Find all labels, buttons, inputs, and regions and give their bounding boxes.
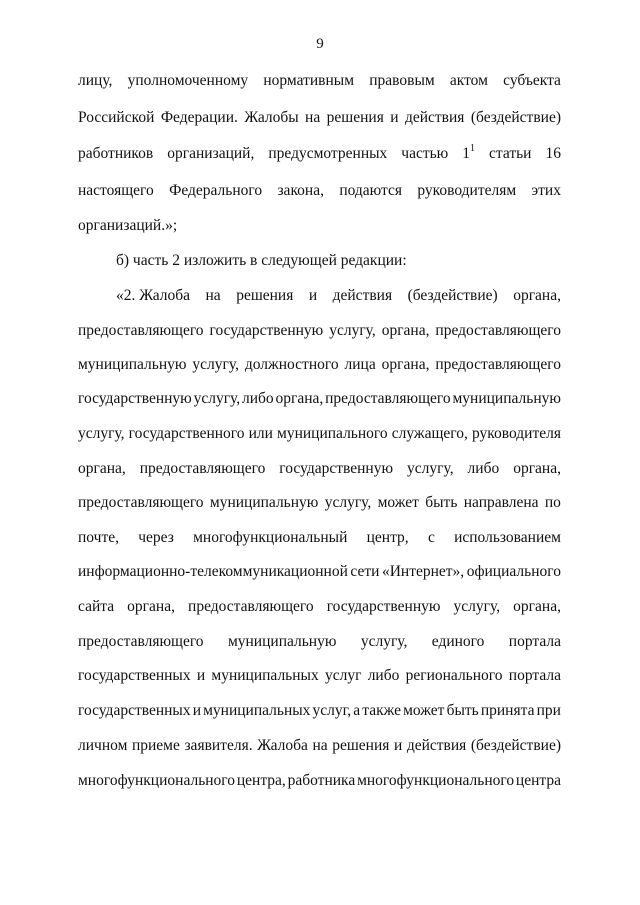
text-word: услугу,	[407, 460, 454, 477]
text-word: либо	[241, 390, 274, 407]
text-word: статьи	[489, 145, 532, 162]
text-word: государственного	[128, 425, 245, 442]
text-line	[78, 736, 561, 756]
text-word: портала	[508, 667, 561, 684]
text-word: предоставляющего	[435, 356, 561, 373]
text-word: по	[544, 494, 561, 511]
text-word: Российской	[78, 109, 155, 126]
text-word: центра,	[236, 772, 286, 789]
text-word: 16	[545, 145, 561, 162]
text-line	[78, 355, 561, 375]
text-word: уполномоченному	[127, 72, 249, 89]
text-word: единого	[431, 633, 485, 650]
text-word: либо	[367, 667, 400, 684]
text-word: услугу,	[329, 322, 376, 339]
text-word: предоставляющего	[325, 390, 451, 407]
text-line	[78, 424, 561, 444]
text-word: услуг	[324, 667, 362, 684]
text-line	[78, 216, 561, 236]
text-line	[78, 459, 561, 479]
text-word: органа,	[275, 390, 324, 407]
text-word: многофункциональный	[193, 529, 348, 546]
text-line	[78, 666, 561, 686]
text-word: почте,	[78, 529, 119, 546]
text-word: органа,	[127, 598, 175, 615]
text-word: служащего,	[391, 425, 468, 442]
text-word: и	[196, 667, 206, 684]
text-word: с	[427, 529, 435, 546]
text-word: портала	[508, 633, 561, 650]
text-word: использованием	[454, 529, 561, 546]
text-word: предоставляющего	[188, 598, 314, 615]
text-word: предоставляющего	[139, 460, 266, 477]
text-word: лицу,	[78, 72, 113, 89]
text-word: услугу,	[324, 494, 372, 511]
text-word: при	[536, 702, 561, 719]
text-word: многофункционального	[357, 772, 515, 789]
text-word: предусмотренных	[268, 145, 388, 162]
text-word: центр,	[366, 529, 409, 546]
text-word: и	[393, 737, 403, 754]
text-word: актом	[449, 72, 488, 89]
text-word: лица	[344, 356, 376, 373]
text-word: Федерального	[169, 182, 263, 199]
text-word: «Интернет»,	[381, 563, 465, 580]
text-word: центра	[515, 772, 561, 789]
text-word: субъекта	[503, 72, 561, 89]
text-word: (бездействие)	[407, 287, 498, 304]
text-word: сайта	[78, 598, 115, 615]
text-line	[78, 389, 561, 409]
text-word: государственную	[78, 390, 192, 407]
text-word: работников	[78, 145, 154, 162]
text-word: и	[390, 109, 399, 126]
text-line	[78, 528, 561, 548]
text-word: руководителям	[417, 182, 517, 199]
text-line	[78, 144, 561, 164]
text-word: либо	[467, 460, 500, 477]
text-word: органа,	[381, 322, 430, 339]
text-word: и	[192, 702, 201, 719]
text-word: услуг,	[312, 702, 352, 719]
text-word: официального	[466, 563, 561, 580]
text-word: может	[377, 494, 419, 511]
page-number: 9	[316, 36, 324, 52]
text-word: решения	[326, 109, 384, 126]
text-word: должностного	[244, 356, 339, 373]
text-word: $1^1$	[462, 142, 476, 162]
text-word: частью	[401, 145, 449, 162]
text-word: действия	[406, 737, 467, 754]
text-word: многофункционального	[78, 772, 236, 789]
text-line	[78, 597, 561, 617]
text-word: органа,	[513, 598, 561, 615]
text-word: органа,	[513, 287, 561, 304]
text-word: предоставляющего	[435, 322, 561, 339]
text-word: муниципального	[277, 425, 388, 442]
text-word: услугу,	[453, 598, 501, 615]
text-word: этих	[531, 182, 561, 199]
text-word: заявителя.	[184, 737, 253, 754]
text-word: муниципальных	[211, 667, 319, 684]
text-word: или	[248, 425, 273, 442]
text-word: решения	[236, 287, 294, 304]
text-word: Жалобы	[244, 109, 299, 126]
text-word: руководителя	[471, 425, 561, 442]
text-word: органа,	[78, 460, 126, 477]
text-word: направлена	[463, 494, 539, 511]
text-word: настоящего	[78, 182, 154, 199]
text-word: организаций.»;	[78, 217, 178, 234]
text-word: действия	[404, 109, 465, 126]
text-word: муниципальную	[209, 494, 319, 511]
text-word: быть	[446, 702, 479, 719]
text-word: органа,	[381, 356, 430, 373]
text-word: на	[305, 109, 321, 126]
text-word: муниципальную	[227, 633, 337, 650]
text-line	[116, 251, 561, 271]
text-line	[78, 181, 561, 201]
text-word: личном	[78, 737, 128, 754]
text-word: на	[205, 287, 221, 304]
text-word: также	[362, 702, 402, 719]
text-word: а	[353, 702, 361, 719]
text-line	[78, 71, 561, 91]
text-line	[78, 771, 561, 791]
text-word: может	[403, 702, 445, 719]
text-word: государственных	[78, 667, 191, 684]
text-word: на	[312, 737, 328, 754]
text-line	[78, 701, 561, 721]
text-word: принята	[480, 702, 535, 719]
text-line	[78, 562, 561, 582]
text-word: органа,	[513, 460, 561, 477]
text-line	[78, 632, 561, 652]
text-word: Жалоба	[257, 737, 308, 754]
superscript-marker: 1	[470, 142, 476, 154]
text-word: работника	[287, 772, 356, 789]
text-word: б) часть 2 изложить в следующей редакции:	[116, 252, 407, 269]
text-word: организаций,	[167, 145, 255, 162]
text-word: решения	[332, 737, 390, 754]
text-line	[78, 493, 561, 513]
text-word: предоставляющего	[78, 633, 204, 650]
text-line	[78, 108, 561, 128]
text-line	[116, 286, 561, 306]
text-word: государственную	[326, 598, 441, 615]
text-word: регионального	[405, 667, 503, 684]
text-word: государственных	[78, 702, 191, 719]
text-word: быть	[425, 494, 458, 511]
text-word: предоставляющего	[78, 494, 204, 511]
text-word: правовым	[369, 72, 435, 89]
text-word: государственную	[209, 322, 324, 339]
text-word: услугу,	[192, 356, 239, 373]
text-word: услугу,	[193, 390, 241, 407]
text-word: Федерации.	[160, 109, 238, 126]
text-word: сети	[350, 563, 380, 580]
text-word: (бездействие)	[470, 109, 561, 126]
text-word: через	[138, 529, 174, 546]
text-word: муниципальную	[452, 390, 561, 407]
text-word: нормативным	[263, 72, 355, 89]
text-word: предоставляющего	[78, 322, 204, 339]
text-word: муниципальную	[78, 356, 187, 373]
text-word: и	[308, 287, 318, 304]
text-word: подаются	[339, 182, 403, 199]
text-word: муниципальных	[203, 702, 311, 719]
text-word: приеме	[131, 737, 180, 754]
text-word: «2. Жалоба	[116, 287, 191, 304]
text-word: (бездействие)	[470, 737, 561, 754]
text-word: закона,	[277, 182, 324, 199]
text-line	[78, 321, 561, 341]
text-word: услугу,	[78, 425, 125, 442]
text-word: услугу,	[360, 633, 408, 650]
text-word: государственную	[279, 460, 394, 477]
text-word: информационно-телекоммуникационной	[78, 563, 348, 580]
text-word: действия	[332, 287, 393, 304]
